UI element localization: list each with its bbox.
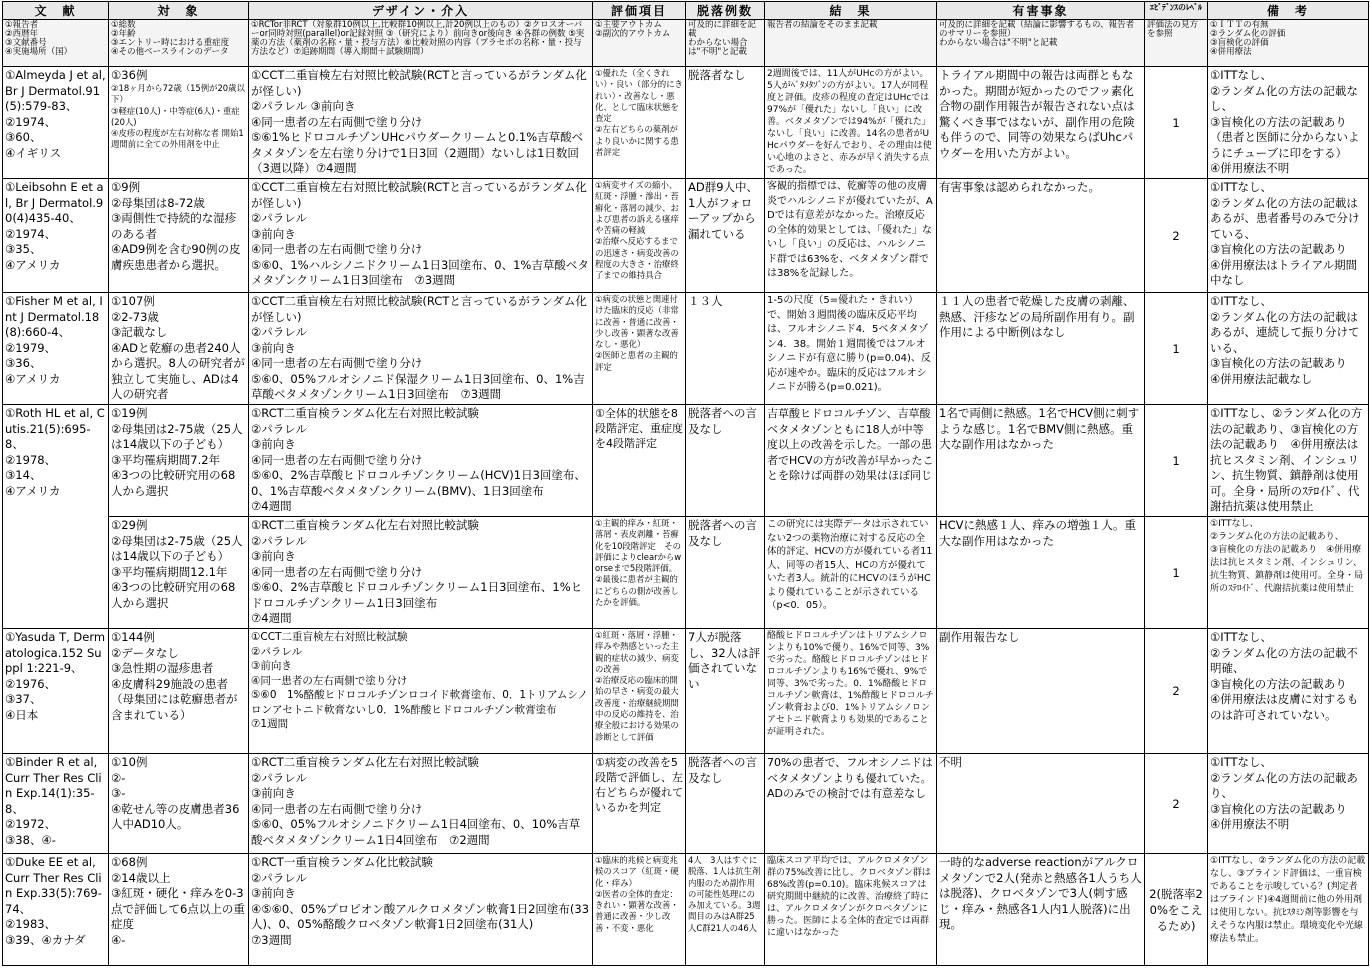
col-header-dropout: 脱落例数 — [686, 2, 765, 20]
cell-evaluation: ①主観的痒み・紅斑・落屑・表皮剥離・苔癬化を10段階評定 その評価によりclearからworseまで5段階評価。 ②最後に患者が主観的にどちらの側が改善したかを評価。 — [593, 517, 686, 629]
cell-adverse: 不明 — [937, 754, 1145, 854]
cell-adverse: 有害事象は認められなかった。 — [937, 179, 1145, 293]
cell-dropout: 4人 3人はすぐに脱落、1人は抗生剤内服のため副作用の可能性処理にのみ加えている。3週間目のみはA群25人C群21人の46人 — [686, 854, 765, 966]
cell-level: 2 — [1145, 179, 1208, 293]
cell-design: ①RCT一重盲検ランダム化比較試験 ②パラレル ③前向き ④⑤⑥0、05%プロピオン酸アルクロメタゾン軟膏1日2回塗布(33人)、0、05%酪酸クロベタゾン軟膏1日2回塗布(31人) ⑦3週間 — [249, 854, 593, 966]
subheader-level: 評価法の見方を参照 — [1145, 20, 1208, 67]
cell-target: ①19例 ②母集団は2-75歳（25人は14歳以下の子ども） ③平均罹病期間7.2年 ④3つの比較研究用の68人から選択 — [109, 405, 249, 517]
col-header-adverse: 有害事象 — [937, 2, 1145, 20]
cell-adverse: 一時的なadverse reactionがアルクロメタゾンで2人(発赤と熱感各1人うち人は脱落)、クロベタゾンで3人(刺す感じ・痒み・熱感各1人内1人脱落)に出現。 — [937, 854, 1145, 966]
cell-reference: ①Yasuda T, Dermatologica.152 Suppl 1:221-9、 ②1976、 ③37、 ④日本 — [3, 629, 109, 754]
cell-notes: ①ITTなし、 ②ランダム化の方法の記載なし、 ③盲検化の方法の記載あり（患者と医師に分からないようにチューブに印をする） ④併用療法不明 — [1208, 67, 1369, 179]
evidence-table — [2, 1, 1369, 966]
cell-design: ①RCT二重盲検ランダム化左右対照比較試験 ②パラレル ③前向き ④同一患者の左右両側で塗り分け ⑤⑥0、2%吉草酸ヒドロコルチゾンクリーム(HCV)1日3回塗布、0、1%吉草酸ベタメタゾンクリーム(BMV)、1日3回塗布 ⑦4週間 — [249, 405, 593, 517]
cell-reference: ①Roth HL et al, Cutis.21(5):695-8、 ②1978、 ③14、 ④アメリカ — [3, 405, 109, 629]
subheader-result: 報告者の結論をそのまま記載 — [765, 20, 937, 67]
cell-result: 臨床スコア平均では、アルクロメタゾン群の75%改善に比し、クロベタゾン群は68%改善(p=0.10)。臨床兆候スコアは研究期間中継続的に改善、治療終了時には、アルクロメタゾンがクロベタゾンに勝った。医師による全体的査定では両群に違いはなかった — [765, 854, 937, 966]
table-row — [3, 629, 1369, 754]
cell-notes: ①ITTなし、②ランダム化の方法の記載なし、③ブラインド評価は、一重盲検であることを示唆している？(判定者はブラインド)④4週間前に他の外用剤は使用しない。抗ﾋｽﾀﾐﾝ剤等影響を与えそうな内服は禁止。環境変化や光線療法も禁止。 — [1208, 854, 1369, 966]
cell-target: ①144例 ②データなし ③急性期の湿疹患者 ④皮膚科29施設の患者（母集団には乾癬患者が含まれている） — [109, 629, 249, 754]
cell-evaluation: ①病変の改善を5段階で評価し、左右どちらが優れているかを判定 — [593, 754, 686, 854]
cell-result: この研究には実際データは示されていない2つの薬物治療に対する反応の全体的評定、HCVの方が優れている者11人、同等の者15人、HCの方が優れていた者3人。統計的にHCVのほうがHCより優れていることが示されている（p<0．05）。 — [765, 517, 937, 629]
cell-target: ①36例 ②18ヶ月から72歳（15例が20歳以下） ③軽症(10人)・中等症(6人)・重症(20人) ④皮疹の程度が左右対称な者 開始1週間前に全ての外用剤を中止 — [109, 67, 249, 179]
cell-level: 1 — [1145, 67, 1208, 179]
cell-dropout: 脱落者なし — [686, 67, 765, 179]
cell-adverse: トライアル期間中の報告は両群ともなかった。期間が短かったのでフッ素化合物の副作用報告が報告されない点は驚くべき事ではないが、副作用の危険も伴うので、同等の効果ならばUhcパウダーを用いた方がよい。 — [937, 67, 1145, 179]
cell-result: 酪酸ヒドロコルチゾンはトリアムシノロンよりも10%で優り、16%で同等、3%で劣った。酪酸ヒドロコルチゾンはヒドロコルチゾンよりも16%で優れ、9%で同等、3%で劣った。0．1%酪酸ヒドロコルチゾン軟膏は、1%酢酸ヒドロコルチゾン軟膏および0．1%トリアムシノロンアセトニド軟膏よりも効果的であることが証明された。 — [765, 629, 937, 754]
cell-target: ①68例 ②14歳以上 ③紅斑・硬化・痒みを0-3点で評価して6点以上の重症度 ④- — [109, 854, 249, 966]
table-row — [3, 293, 1369, 405]
cell-reference: ①Fisher M et al, Int J Dermatol.18(8):660-4、 ②1979、 ③36、 ④アメリカ — [3, 293, 109, 405]
cell-design: ①CCT二重盲検左右対照比較試験(RCTと言っているがランダム化が怪しい) ②パラレル ③前向き ④同一患者の左右両側で塗り分け ⑤⑥0、05%フルオシノニド保湿クリーム1日3回塗布、0、1%吉草酸ベタメタゾンクリーム1日3回塗布 ⑦3週間 — [249, 293, 593, 405]
col-header-reference: 文 献 — [3, 2, 109, 20]
cell-adverse: 1名で両側に熱感。1名でHCV側に刺すような感じ。1名でBMV側に熱感。重大な副作用はなかった — [937, 405, 1145, 517]
cell-evaluation: ①紅斑・落屑・浮腫・痒みや熱感といった主観的症状の減少、病変の改善 ②治療反応の臨床的開始の早さ・病変の最大改善度・治療継続期間中の反応の維持を、治療全般における効果の診断として評価 — [593, 629, 686, 754]
cell-design: ①CCT二重盲検左右対照比較試験(RCTと言っているがランダム化が怪しい) ②パラレル ③前向き ④同一患者の左右両側で塗り分け ⑤⑥1%ヒドロコルチゾンUHcパウダークリームと0.1%吉草酸ベタメタゾンを左右塗り分けで1日3回（2週間）ないしは1日数回（3週以降）⑦4週間 — [249, 67, 593, 179]
col-header-level: ｴﾋﾞﾃﾞﾝｽのﾚﾍﾞﾙ — [1145, 2, 1208, 20]
subheader-notes: ①ＩＴＴの有無 ②ランダム化の評価 ③盲検化の評価 ④併用療法 — [1208, 20, 1369, 67]
table-row — [3, 67, 1369, 179]
cell-evaluation: ①病変サイズの縮小、紅斑・浮腫・滲出・苔癬化・落屑の減少、および患者の訴える瘙痒や苦痛の軽減 ②治療へ反応するまでの迅速さ・病変改善の程度の大きさ・治療終了までの維持具合 — [593, 179, 686, 293]
cell-dropout: １３人 — [686, 293, 765, 405]
cell-level: 2 — [1145, 629, 1208, 754]
cell-target: ①10例 ②- ③- ④乾せん等の皮膚患者36人中AD10人。 — [109, 754, 249, 854]
cell-result: 客観的指標では、乾癬等の他の皮膚炎でハルシノニドが優れていたが、ADでは有意差がなかった。治療反応の全体的効果としては、「優れた」ないし「良い」の反応は、ハルシノニド群では63%を、ベタメタゾン群では38%を記録した。 — [765, 179, 937, 293]
col-header-result: 結 果 — [765, 2, 937, 20]
cell-target: ①9例 ②母集団は8-72歳 ③両側性で持続的な湿疹のある者 ④AD9例を含む90例の皮膚疾患患者から選択。 — [109, 179, 249, 293]
cell-level: 1 — [1145, 293, 1208, 405]
cell-evaluation: ①病変の状態と関連付けた臨床的反応（非常に改善・普通に改善・少し改善・顕著な改善なし・悪化） ②医師と患者の主観的評定 — [593, 293, 686, 405]
cell-level: 1 — [1145, 517, 1208, 629]
cell-result: 2週間後では、11人がUHcの方がよい。5人がﾍﾞﾀﾒﾀｿﾞﾝの方がよい。17人が同程度と評価。皮疹の程度の査定はUHcでは97%が「優れた」ないし「良い」に改善。ベタメタゾンでは94%が「優れた」ないし「良い」に改善。14名の患者がUHcパウダーを好んでおり、その理由は使い心地のよさと、赤みが早く消失する点であった。 — [765, 67, 937, 179]
subheader-row — [3, 20, 1369, 67]
cell-adverse: HCVに熱感１人、痒みの増強１人。重大な副作用はなかった — [937, 517, 1145, 629]
cell-notes: ①ITTなし、 ②ランダム化の方法の記載はあるが、連続して振り分けている、 ③盲検化の方法の記載あり ④併用療法記載なし — [1208, 293, 1369, 405]
col-header-evaluation: 評価項目 — [593, 2, 686, 20]
table-row — [3, 754, 1369, 854]
cell-level: 1 — [1145, 405, 1208, 517]
cell-reference: ①Leibsohn E et al, Br J Dermatol.90(4)435-40、 ②1974、 ③35、 ④アメリカ — [3, 179, 109, 293]
cell-evaluation: ①優れた（全くきれい）・良い（部分的にきれい）・改善なし・悪化、として臨床状態を査定 ②左右どちらの薬剤がより良いかに関する患者評定 — [593, 67, 686, 179]
subheader-reference: ①報告者 ②西暦年 ③文献番号 ④実施場所（国） — [3, 20, 109, 67]
cell-notes: ①ITTなし、 ②ランダム化の方法の記載はあるが、患者番号のみで分けている、 ③盲検化の方法の記載あり ④併用療法はトライアル期間中なし — [1208, 179, 1369, 293]
subheader-adverse: 可及的に詳細を記載（結論に影響するもの、報告者のサマリーを参照） わからない場合は"不明"と記載 — [937, 20, 1145, 67]
cell-reference: ①Duke EE et al, Curr Ther Res Clin Exp.33(5):769-74、 ②1983、 ③39、④カナダ — [3, 854, 109, 966]
cell-design: ①RCT二重盲検ランダム化左右対照比較試験 ②パラレル ③前向き ④同一患者の左右両側で塗り分け ⑤⑥0、05%フルオシノニドクリーム1日4回塗布、0、10%吉草酸ベタメタゾンクリーム1日4回塗布 ⑦2週間 — [249, 754, 593, 854]
cell-result: 70%の患者で、フルオシノニドはベタメタゾンよりも優れていた。ADのみでの検討では有意差なし — [765, 754, 937, 854]
cell-notes: ①ITTなし、 ②ランダム化の方法の記載不明確、 ③盲検化の方法の記載あり ④併用療法は皮膚に対するものは許可されていない。 — [1208, 629, 1369, 754]
cell-notes: ①ITTなし、 ②ランダム化の方法の記載あり、 ③盲検化の方法の記載あり ④併用療法不明 — [1208, 754, 1369, 854]
cell-reference: ①Binder R et al, Curr Ther Res Clin Exp.14(1):35-8、 ②1972、 ③38、④- — [3, 754, 109, 854]
cell-level: 2(脱落率20%をこえるため) — [1145, 854, 1208, 966]
subheader-design: ①RCTor非RCT（対象群10例以上,比較群10例以上,計20例以上のもの）②クロスオーバーor同時対照(parallel)or記録対照 ③（研究により）前向きor後向き ④各群の例数 ⑤実薬の方法（薬剤の名称・量・投与方法）⑥比較対照の内容（プラセボの名称・量・投与方法など）⑦追跡期間（導入期間＋試験期間） — [249, 20, 593, 67]
table-row — [3, 179, 1369, 293]
cell-target: ①29例 ②母集団は2-75歳（25人は14歳以下の子ども） ③平均罹病期間12.1年 ④3つの比較研究用の68人から選択 — [109, 517, 249, 629]
subheader-target: ①総数 ②年齢 ③エントリー時における重症度 ④その他ベースラインのデータ — [109, 20, 249, 67]
table-row — [3, 405, 1369, 517]
col-header-target: 対 象 — [109, 2, 249, 20]
cell-adverse: １１人の患者で乾燥した皮膚の剥離、熱感、汗疹などの局所副作用有り。副作用による中断例はなし — [937, 293, 1145, 405]
table-row — [3, 854, 1369, 966]
cell-target: ①107例 ②2-73歳 ③記載なし ④ADと乾癬の患者240人から選択。8人の研究者が独立して実施し、ADは4人の研究者 — [109, 293, 249, 405]
cell-dropout: 脱落者への言及なし — [686, 405, 765, 517]
cell-design: ①RCT二重盲検ランダム化左右対照比較試験 ②パラレル ③前向き ④同一患者の左右両側で塗り分け ⑤⑥0、2%吉草酸ヒドロコルチゾンクリーム1日3回塗布、1%ヒドロコルチゾンクリーム1日3回塗布 ⑦4週間 — [249, 517, 593, 629]
cell-notes: ①ITTなし、②ランダム化の方法の記載あり、③盲検化の方法の記載あり ④併用療法は抗ヒスタミン剤、インシュリン、抗生物質、鎮静剤は使用可。全身・局所のｽﾃﾛｲﾄﾞ、代謝拮抗薬は使用禁止 — [1208, 405, 1369, 517]
col-header-notes: 備 考 — [1208, 2, 1369, 20]
cell-dropout: 脱落者への言及なし — [686, 754, 765, 854]
col-header-design: デザイン・介入 — [249, 2, 593, 20]
subheader-dropout: 可及的に詳細を記載 わからない場合は"不明"と記載 — [686, 20, 765, 67]
cell-evaluation: ①臨床的兆候と病変兆候のスコア（紅斑・硬化・痒み） ②医者の全体的査定：きれい・顕著な改善・普通に改善・少し改善・不変・悪化 — [593, 854, 686, 966]
table-row — [3, 517, 1369, 629]
cell-adverse: 副作用報告なし — [937, 629, 1145, 754]
cell-design: ①CCT二重盲検左右対照比較試験 ②パラレル ③前向き ④同一患者の左右両側で塗り分け ⑤⑥0 1%酪酸ヒドロコルチゾンロコイド軟膏塗布、0．1トリアムシノロンアセトニド軟膏ないし0．1%酢酸ヒドロコルチゾン軟膏塗布 ⑦1週間 — [249, 629, 593, 754]
cell-result: 1-5の尺度（5=優れた・きれい）で、開始３週間後の臨床反応平均は、フルオシノニド4．5ベタメタゾン4．38。開始１週間後ではフルオシノニドが有意に勝り(p=0.04)、反応が速やか。臨床的反応はフルオシノニドが勝る(p=0.021)。 — [765, 293, 937, 405]
header-row — [3, 2, 1369, 20]
cell-evaluation: ①全体的状態を8段階評定、重症度を4段階評定 — [593, 405, 686, 517]
cell-dropout: 7人が脱落し、32人は評価されていない — [686, 629, 765, 754]
cell-reference: ①Almeyda J et al, Br J Dermatol.91(5):579-83、 ②1974、 ③60、 ④イギリス — [3, 67, 109, 179]
cell-notes: ①ITTなし、 ②ランダム化の方法の記載あり、 ③盲検化の方法の記載あり ④併用療法は抗ヒスタミン剤、インシュリン、抗生物質、鎮静剤は使用可。全身・局所のｽﾃﾛｲﾄﾞ、代謝拮抗薬は使用禁止 — [1208, 517, 1369, 629]
cell-dropout: AD群9人中、1人がフォローアップから漏れている — [686, 179, 765, 293]
cell-dropout: 脱落者への言及なし — [686, 517, 765, 629]
cell-level: 2 — [1145, 754, 1208, 854]
cell-design: ①CCT二重盲検左右対照比較試験(RCTと言っているがランダム化が怪しい) ②パラレル ③前向き ④同一患者の左右両側で塗り分け ⑤⑥0、1%ハルシノニドクリーム1日3回塗布、0、1%吉草酸ベタメタゾンクリーム1日3回塗布 ⑦3週間 — [249, 179, 593, 293]
cell-result: 吉草酸ヒドロコルチゾン、吉草酸ベタメタゾンともに18人が中等度以上の改善を示した。一部の患者でHCVの方が改善が早かったことを除けば両群の効果はほぼ同じ — [765, 405, 937, 517]
subheader-evaluation: ①主要アウトカム ②副次的アウトカム — [593, 20, 686, 67]
